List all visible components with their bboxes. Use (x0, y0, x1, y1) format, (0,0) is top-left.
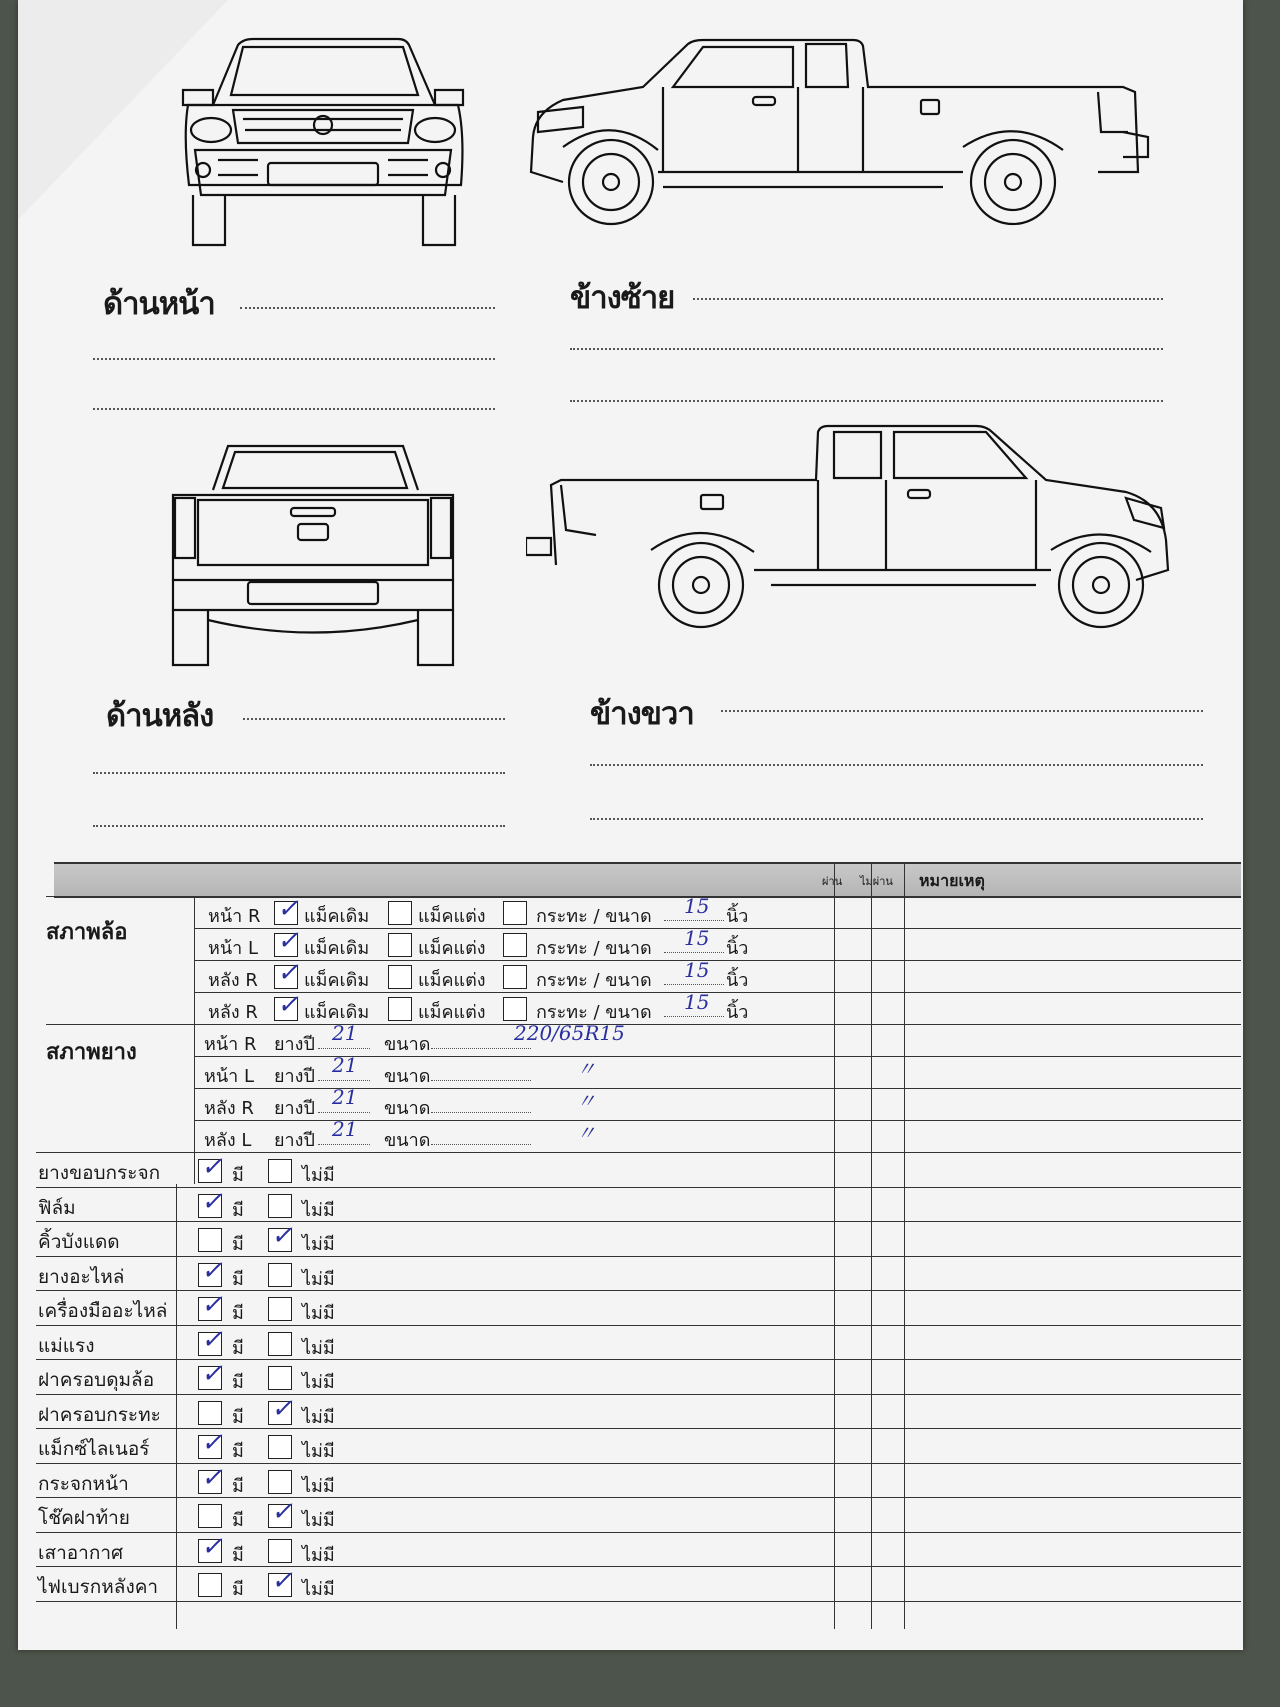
col-line-category (194, 896, 195, 1184)
tire-size-value[interactable]: 〃 (576, 1089, 596, 1113)
tire-size-label: ขนาด (384, 1130, 431, 1151)
item-has-checkbox[interactable] (198, 1228, 222, 1252)
header-pass: ผ่าน (822, 875, 843, 888)
tire-position: หน้า R (204, 1034, 257, 1055)
item-not-has-checkbox[interactable] (268, 1297, 292, 1321)
wheel-custom-checkbox[interactable] (388, 901, 412, 925)
item-has-checkbox[interactable] (198, 1573, 222, 1597)
check-mark: ✓ (201, 1255, 223, 1286)
wheel-size-value[interactable]: 15 (684, 926, 710, 950)
front-note-line-2[interactable] (93, 358, 495, 360)
check-mark: ✓ (201, 1462, 223, 1493)
check-mark: ✓ (277, 990, 299, 1020)
item-has-checkbox[interactable] (198, 1462, 223, 1494)
col-line-item (176, 1184, 177, 1629)
tire-size-value[interactable]: 220/65R15 (514, 1021, 625, 1045)
wheel-original-checkbox[interactable] (274, 958, 299, 989)
tire-year-value[interactable]: 21 (332, 1021, 358, 1045)
wheel-size-unit: นิ้ว (726, 938, 749, 959)
item-has-label: มี (232, 1579, 244, 1600)
item-has-checkbox[interactable] (198, 1531, 223, 1563)
check-mark: ✓ (201, 1324, 223, 1355)
wheel-position: หลัง R (208, 970, 258, 991)
tire-size-line (431, 1112, 531, 1113)
item-not-has-label: ไม่มี (302, 1441, 335, 1462)
tire-year-line (318, 1080, 370, 1081)
item-has-label: มี (232, 1441, 244, 1462)
wheel-size-line (664, 952, 724, 953)
wheel-drum-label: กระทะ / ขนาด (536, 906, 652, 927)
item-label: ฝาครอบกระทะ (38, 1403, 161, 1426)
wheel-custom-checkbox[interactable] (388, 933, 412, 957)
item-has-label: มี (232, 1406, 244, 1428)
item-not-has-checkbox[interactable] (268, 1263, 292, 1287)
check-mark: ✓ (201, 1359, 223, 1389)
check-mark: ✓ (271, 1497, 293, 1527)
item-not-has-label: ไม่มี (302, 1406, 335, 1428)
view-label-right: ข้างขวา (590, 696, 694, 732)
wheel-drum-checkbox[interactable] (503, 965, 527, 989)
item-not-has-label: ไม่มี (302, 1544, 335, 1566)
wheel-position: หน้า R (208, 906, 261, 927)
item-not-has-label: ไม่มี (302, 1372, 335, 1393)
view-label-rear: ด้านหลัง (106, 698, 214, 734)
right-note-line-1[interactable] (721, 710, 1203, 712)
check-mark: ✓ (201, 1531, 223, 1562)
section-divider (46, 1024, 194, 1025)
truck-right-side-drawing (526, 420, 1196, 645)
front-note-line-3[interactable] (93, 408, 495, 410)
item-not-has-checkbox[interactable] (268, 1435, 292, 1459)
check-mark: ✓ (271, 1393, 293, 1424)
truck-left-side-drawing (523, 32, 1163, 242)
wheel-custom-label: แม็คแต่ง (418, 1002, 486, 1023)
check-mark: ✓ (277, 926, 299, 956)
header-fail: ไม่ผ่าน (860, 875, 893, 888)
tire-size-line (431, 1144, 531, 1145)
item-not-has-checkbox[interactable] (268, 1159, 292, 1183)
tire-position: หน้า L (204, 1066, 255, 1087)
wheel-drum-label: กระทะ / ขนาด (536, 970, 652, 991)
item-label: คิ้วบังแดด (38, 1231, 120, 1253)
wheel-size-line (664, 984, 724, 985)
item-has-checkbox[interactable] (198, 1186, 223, 1218)
wheel-size-value[interactable]: 15 (684, 958, 710, 982)
item-not-has-label: ไม่มี (302, 1234, 335, 1255)
wheel-custom-checkbox[interactable] (388, 965, 412, 989)
inspection-sheet (18, 0, 1243, 1650)
tire-year-label: ยางปี (274, 1098, 315, 1119)
item-not-has-checkbox[interactable] (268, 1497, 293, 1528)
item-not-has-checkbox[interactable] (268, 1470, 292, 1494)
table-header (54, 862, 1241, 898)
col-line-remark (904, 862, 905, 1629)
item-label: ฝาครอบดุมล้อ (38, 1369, 155, 1391)
wheel-drum-checkbox[interactable] (503, 901, 527, 925)
check-mark: ✓ (277, 958, 299, 988)
item-not-has-label: ไม่มี (302, 1303, 335, 1324)
truck-front-drawing (173, 35, 473, 250)
wheel-custom-label: แม็คแต่ง (418, 938, 486, 959)
tire-year-value[interactable]: 21 (332, 1053, 358, 1077)
item-has-label: มี (232, 1372, 244, 1393)
item-has-checkbox[interactable] (198, 1359, 223, 1390)
item-label: ยางขอบกระจก (38, 1162, 161, 1184)
wheel-original-checkbox[interactable] (274, 990, 299, 1021)
item-has-checkbox[interactable] (198, 1428, 223, 1459)
rear-note-line-3[interactable] (93, 825, 505, 827)
item-not-has-label: ไม่มี (302, 1337, 335, 1359)
check-mark: ✓ (201, 1152, 223, 1182)
left-note-line-3[interactable] (570, 400, 1163, 402)
wheel-size-unit: นิ้ว (726, 906, 749, 927)
item-has-label: มี (232, 1510, 244, 1531)
tire-size-label: ขนาด (384, 1098, 431, 1119)
item-has-label: มี (232, 1199, 244, 1221)
item-has-checkbox[interactable] (198, 1152, 223, 1183)
item-has-label: มี (232, 1337, 244, 1359)
wheel-size-line (664, 920, 724, 921)
tire-size-label: ขนาด (384, 1034, 431, 1055)
wheel-drum-checkbox[interactable] (503, 933, 527, 957)
item-label: แม่แรง (38, 1334, 95, 1357)
item-not-has-checkbox[interactable] (268, 1566, 293, 1597)
tire-year-label: ยางปี (274, 1130, 315, 1151)
wheel-custom-checkbox[interactable] (388, 997, 412, 1021)
item-has-checkbox[interactable] (198, 1290, 223, 1321)
wheel-custom-label: แม็คแต่ง (418, 906, 486, 927)
item-label: เครื่องมืออะไหล่ (38, 1300, 168, 1322)
table-row-line (36, 1497, 1241, 1498)
view-label-front: ด้านหน้า (103, 286, 215, 322)
tire-year-label: ยางปี (274, 1066, 315, 1087)
item-label: ไฟเบรกหลังคา (38, 1576, 159, 1598)
tire-size-line (431, 1048, 531, 1049)
item-not-has-label: ไม่มี (302, 1475, 335, 1497)
wheel-position: หน้า L (208, 938, 259, 959)
section-divider (36, 1152, 194, 1153)
table-row-line (36, 1221, 1241, 1222)
tire-position: หลัง R (204, 1098, 254, 1119)
item-label: โช๊คฝาท้าย (38, 1507, 130, 1529)
item-has-checkbox[interactable] (198, 1324, 223, 1356)
item-has-label: มี (232, 1165, 244, 1186)
col-line-fail (871, 862, 872, 1629)
wheel-category-label: สภาพล้อ (46, 920, 128, 945)
check-mark: ✓ (277, 894, 299, 924)
wheel-size-unit: นิ้ว (726, 1002, 749, 1023)
wheel-original-label: แม็คเดิม (304, 906, 370, 927)
tire-position: หลัง L (204, 1130, 252, 1151)
item-not-has-checkbox[interactable] (268, 1332, 292, 1356)
wheel-size-value[interactable]: 15 (684, 894, 710, 918)
item-has-label: มี (232, 1268, 244, 1290)
view-label-left: ข้างซ้าย (570, 280, 675, 316)
check-mark: ✓ (201, 1186, 223, 1217)
tire-year-value[interactable]: 21 (332, 1117, 358, 1141)
check-mark: ✓ (201, 1290, 223, 1320)
item-has-checkbox[interactable] (198, 1401, 222, 1425)
item-label: แม็กซ์ไลเนอร์ (38, 1438, 150, 1460)
wheel-drum-label: กระทะ / ขนาด (536, 938, 652, 959)
truck-rear-drawing (163, 440, 463, 670)
header-remark: หมายเหตุ (919, 871, 985, 890)
item-has-label: มี (232, 1544, 244, 1566)
section-divider (46, 896, 194, 897)
item-label: ยางอะไหล่ (38, 1265, 125, 1288)
check-mark: ✓ (271, 1566, 293, 1596)
wheel-drum-label: กระทะ / ขนาด (536, 1002, 652, 1023)
wheel-original-checkbox[interactable] (274, 926, 299, 957)
tire-size-line (431, 1080, 531, 1081)
table-row-line (194, 1152, 1241, 1153)
item-has-label: มี (232, 1234, 244, 1255)
tire-year-line (318, 1112, 370, 1113)
wheel-custom-label: แม็คแต่ง (418, 970, 486, 991)
left-note-line-1[interactable] (693, 298, 1163, 300)
wheel-original-label: แม็คเดิม (304, 1002, 370, 1023)
wheel-position: หลัง R (208, 1002, 258, 1023)
front-note-line-1[interactable] (240, 307, 495, 309)
wheel-size-line (664, 1016, 724, 1017)
tire-year-label: ยางปี (274, 1034, 315, 1055)
tire-year-line (318, 1144, 370, 1145)
rear-note-line-2[interactable] (93, 772, 505, 774)
item-not-has-checkbox[interactable] (268, 1393, 293, 1425)
wheel-original-label: แม็คเดิม (304, 970, 370, 991)
wheel-drum-checkbox[interactable] (503, 997, 527, 1021)
item-not-has-label: ไม่มี (302, 1165, 335, 1186)
wheel-size-value[interactable]: 15 (684, 990, 710, 1014)
wheel-original-checkbox[interactable] (274, 894, 299, 925)
item-label: กระจกหน้า (38, 1472, 129, 1495)
item-not-has-checkbox[interactable] (268, 1539, 292, 1563)
right-note-line-2[interactable] (590, 764, 1203, 766)
tire-year-line (318, 1048, 370, 1049)
tire-size-value[interactable]: 〃 (576, 1121, 596, 1145)
item-has-label: มี (232, 1303, 244, 1324)
table-row-line (36, 1394, 1241, 1395)
tire-size-label: ขนาด (384, 1066, 431, 1087)
item-has-label: มี (232, 1475, 244, 1497)
item-not-has-label: ไม่มี (302, 1199, 335, 1221)
right-note-line-3[interactable] (590, 818, 1203, 820)
item-not-has-checkbox[interactable] (268, 1366, 292, 1390)
check-mark: ✓ (201, 1428, 223, 1458)
item-not-has-checkbox[interactable] (268, 1194, 292, 1218)
inspection-checklist (36, 862, 1241, 1632)
tire-year-value[interactable]: 21 (332, 1085, 358, 1109)
item-label: ฟิล์ม (38, 1196, 76, 1219)
item-not-has-label: ไม่มี (302, 1579, 335, 1600)
tire-size-value[interactable]: 〃 (576, 1057, 596, 1081)
tire-category-label: สภาพยาง (46, 1040, 137, 1065)
item-not-has-label: ไม่มี (302, 1268, 335, 1290)
table-row-line (36, 1601, 1241, 1602)
item-not-has-label: ไม่มี (302, 1510, 335, 1531)
check-mark: ✓ (271, 1221, 293, 1251)
col-line-pass (834, 862, 835, 1629)
wheel-original-label: แม็คเดิม (304, 938, 370, 959)
wheel-size-unit: นิ้ว (726, 970, 749, 991)
left-note-line-2[interactable] (570, 348, 1163, 350)
item-not-has-checkbox[interactable] (268, 1221, 293, 1252)
item-has-checkbox[interactable] (198, 1504, 222, 1528)
rear-note-line-1[interactable] (243, 718, 505, 720)
item-label: เสาอากาศ (38, 1541, 124, 1564)
item-has-checkbox[interactable] (198, 1255, 223, 1287)
table-row-line (36, 1566, 1241, 1567)
